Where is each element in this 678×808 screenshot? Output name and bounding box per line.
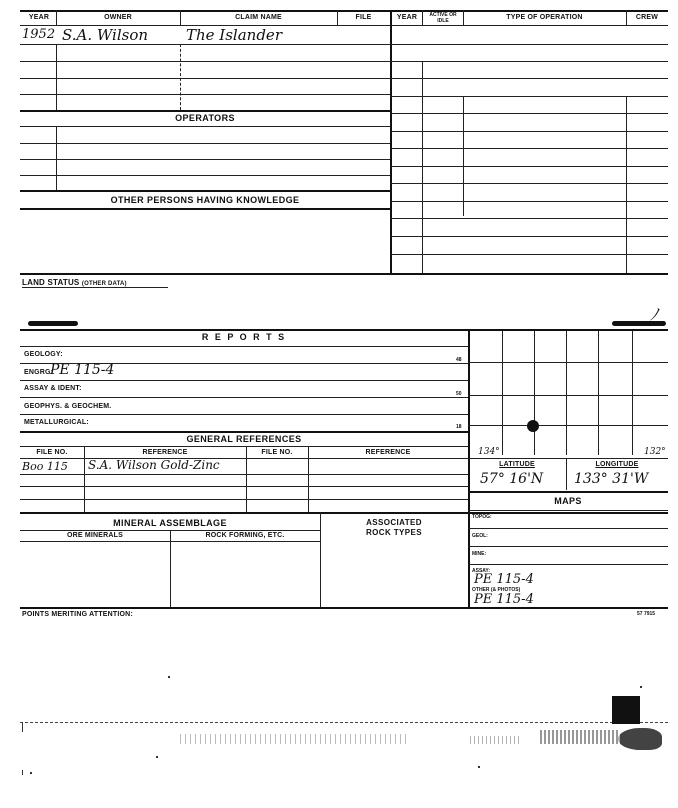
geology-num: 48 bbox=[456, 357, 462, 363]
assay-num: 50 bbox=[456, 391, 462, 397]
gr-header-file-no: FILE NO. bbox=[36, 449, 68, 456]
longitude-value: 133° 31'W bbox=[574, 471, 649, 487]
header-type-of-operation: TYPE OF OPERATION bbox=[506, 14, 583, 21]
lon-left: 134° bbox=[478, 447, 500, 457]
reports-title: R E P O R T S bbox=[201, 332, 287, 342]
topog-label: TOPOG: bbox=[472, 514, 492, 520]
header-claim-name: CLAIM NAME bbox=[235, 14, 282, 21]
gr-header-file-no-2: FILE NO. bbox=[261, 449, 293, 456]
maps-label: MAPS bbox=[554, 496, 582, 506]
mine-label: MINE: bbox=[472, 551, 487, 557]
pen-mark: ﾉ bbox=[650, 305, 659, 324]
gr-row1-file-no: Boo 115 bbox=[22, 460, 68, 473]
metallurgical-num: 18 bbox=[456, 424, 462, 430]
header-crew: CREW bbox=[635, 14, 659, 21]
land-status-label: LAND STATUS (OTHER DATA) bbox=[22, 278, 127, 287]
header-file: FILE bbox=[355, 14, 372, 21]
other-photos-value: PE 115-4 bbox=[474, 592, 534, 607]
gr-row1-reference: S.A. Wilson Gold-Zinc bbox=[88, 458, 220, 472]
row1-claim-name: The Islander bbox=[186, 26, 282, 44]
header-active-or-idle: ACTIVE OR IDLE bbox=[429, 12, 457, 24]
operators-label: OPERATORS bbox=[175, 113, 235, 123]
rock-forming-label: ROCK FORMING, ETC. bbox=[205, 532, 285, 539]
mineral-assemblage-title: MINERAL ASSEMBLAGE bbox=[113, 518, 227, 528]
assay-label: ASSAY: bbox=[472, 568, 491, 574]
points-meriting-attention-label: POINTS MERITING ATTENTION: bbox=[22, 611, 133, 618]
ink-smudge-left bbox=[28, 321, 78, 326]
geophys-label: GEOPHYS. & GEOCHEM. bbox=[24, 403, 112, 410]
location-dot bbox=[527, 420, 539, 432]
latitude-value: 57° 16'N bbox=[480, 471, 544, 487]
other-photos-label: OTHER (& PHOTOS) bbox=[472, 587, 521, 593]
geology-label: GEOLOGY: bbox=[24, 351, 63, 358]
row1-owner: S.A. Wilson bbox=[62, 26, 149, 44]
metallurgical-label: METALLURGICAL: bbox=[24, 419, 89, 426]
latitude-label: LATITUDE bbox=[499, 461, 535, 468]
engrg-label: ENGRG: bbox=[24, 369, 54, 376]
header-owner: OWNER bbox=[104, 14, 132, 21]
longitude-label: LONGITUDE bbox=[595, 461, 639, 468]
assay-value: PE 115-4 bbox=[474, 572, 534, 587]
lon-right: 132° bbox=[644, 447, 666, 457]
gr-header-reference: REFERENCE bbox=[142, 449, 188, 456]
geol-label: GEOL: bbox=[472, 533, 488, 539]
header-year-2: YEAR bbox=[396, 14, 418, 21]
assay-ident-label: ASSAY & IDENT: bbox=[24, 385, 82, 392]
engrg-value: PE 115-4 bbox=[50, 362, 115, 378]
header-year: YEAR bbox=[28, 14, 50, 21]
associated-label: ASSOCIATED bbox=[366, 518, 422, 527]
gr-header-reference-2: REFERENCE bbox=[365, 449, 411, 456]
ore-minerals-label: ORE MINERALS bbox=[66, 532, 124, 539]
rock-types-label: ROCK TYPES bbox=[365, 528, 422, 537]
other-persons-label: OTHER PERSONS HAVING KNOWLEDGE bbox=[110, 195, 300, 205]
form-number: 57 7915 bbox=[637, 611, 656, 617]
row1-year: 1952 bbox=[22, 27, 56, 42]
general-references-title: GENERAL REFERENCES bbox=[186, 434, 302, 444]
